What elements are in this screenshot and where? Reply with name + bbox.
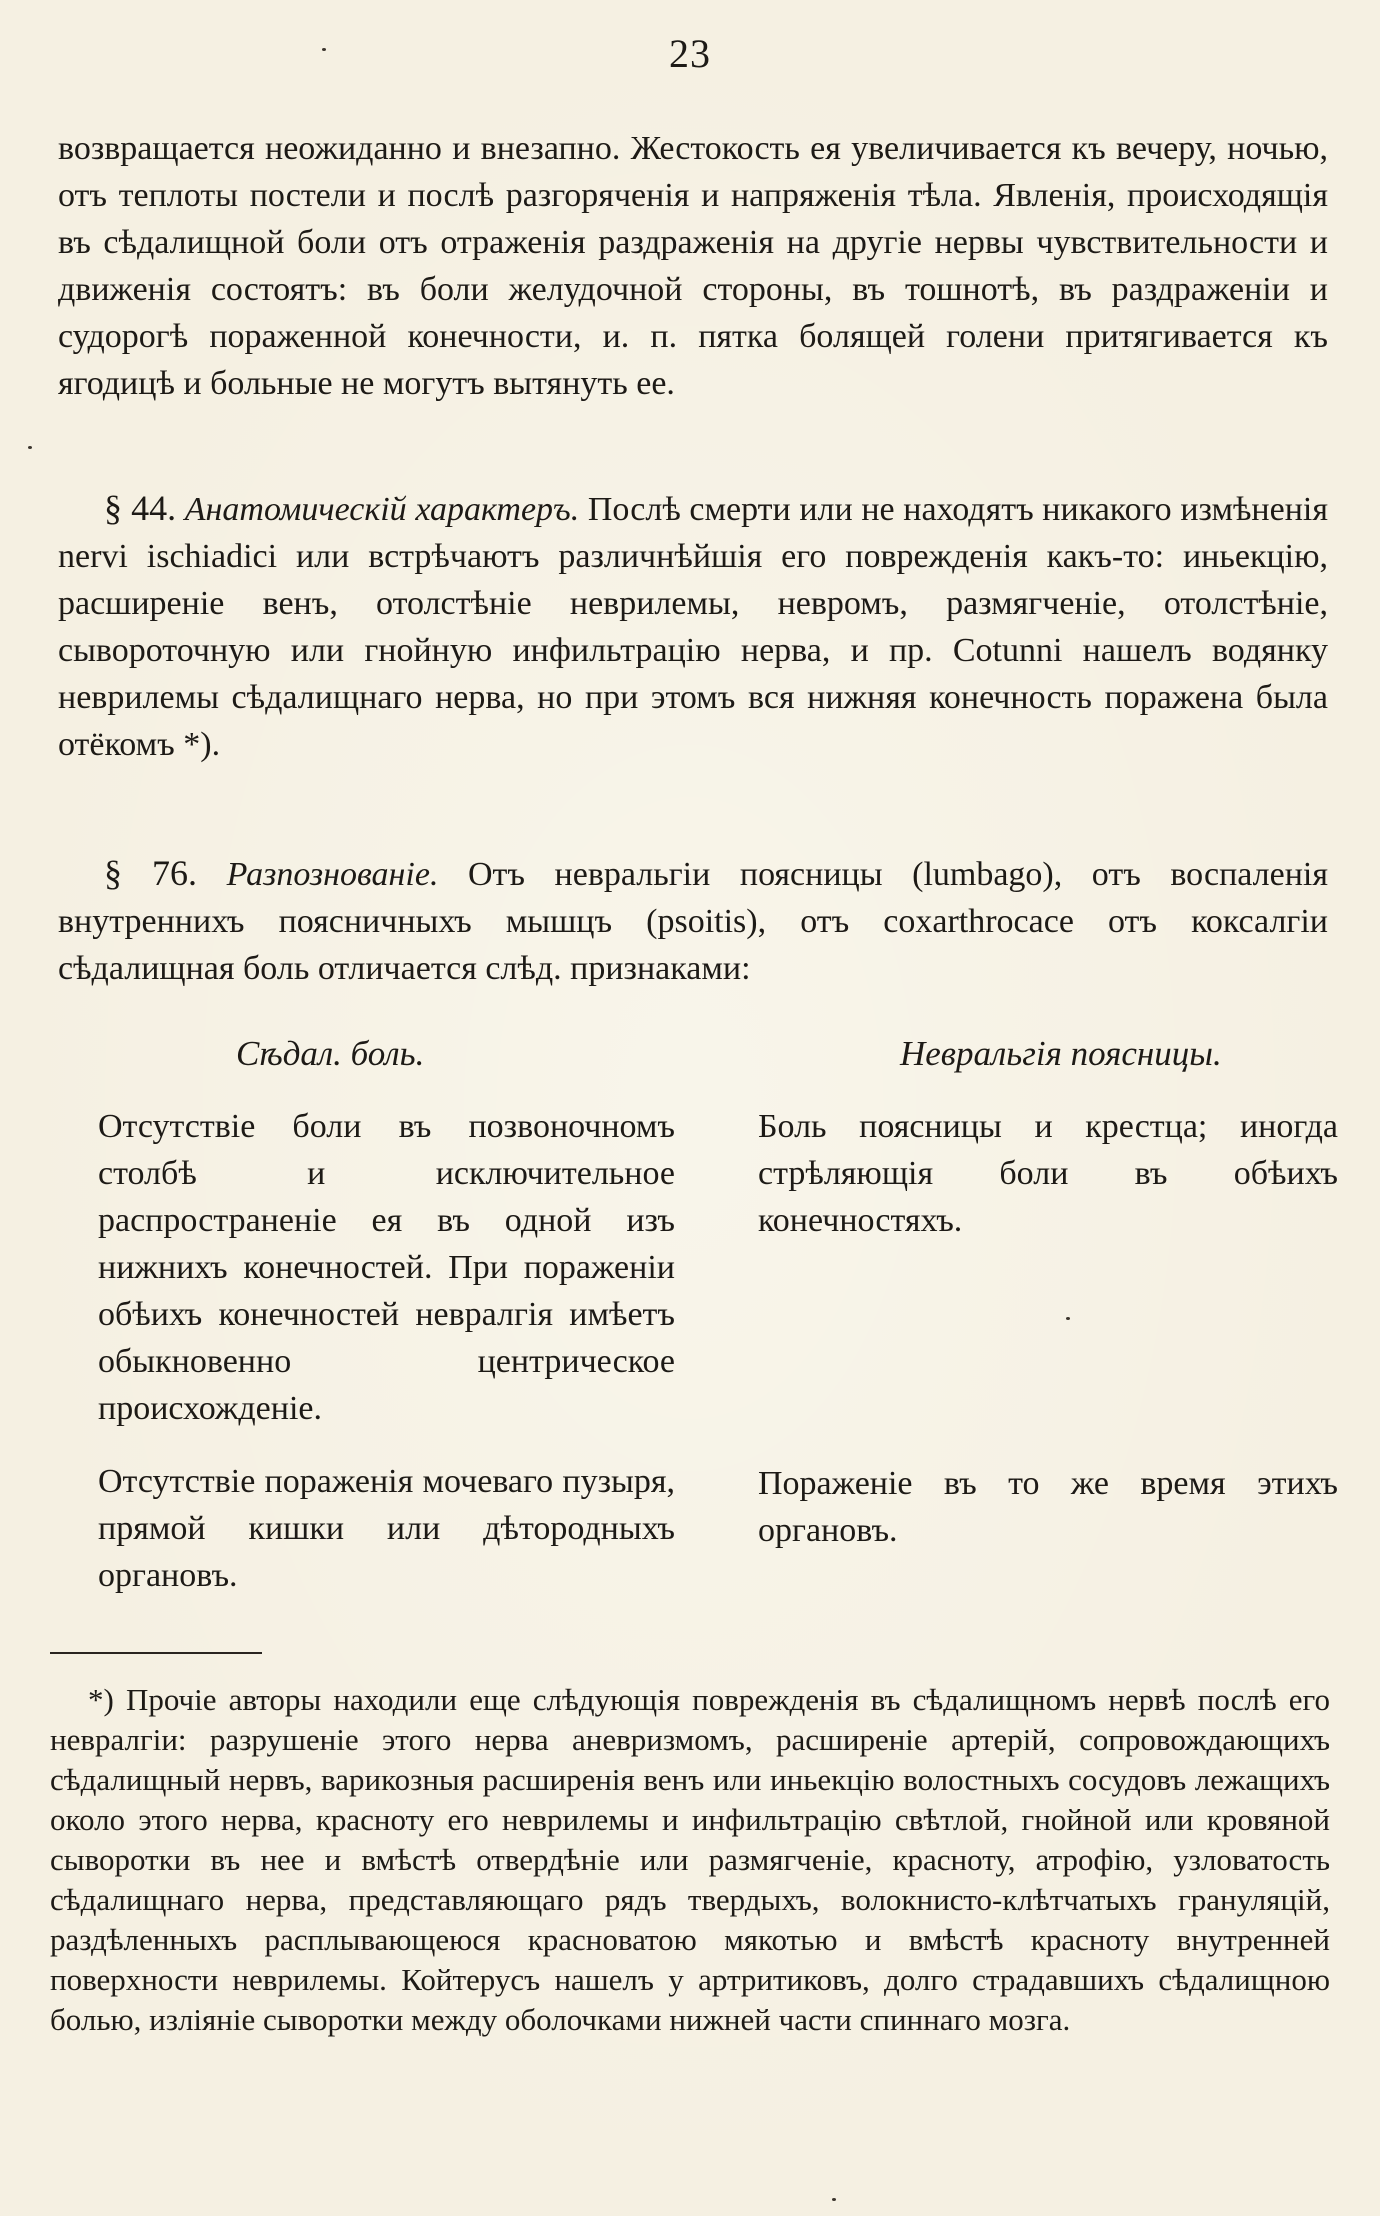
left-column	[98, 1030, 675, 1599]
right-column-heading: Невральгія поясницы.	[900, 1034, 1222, 1073]
right-column-item: Боль поясницы и крестца; иногда стрѣляющія боли въ обѣихъ конечностяхъ.	[758, 1108, 1338, 1239]
section-44-number: § 44.	[104, 488, 177, 528]
footnote: *) Прочіе авторы находили еще слѣдующія поврежденія въ сѣдалищномъ нервѣ послѣ его невралгіи: разрушеніе этого нерва аневризмомъ, расширеніе артерій, сопровождающихъ сѣдалищный нервъ, варикозныя расширенія венъ или иньекцію волостныхъ сосудовъ лежащихъ около этого нерва, красноту его неврилемы и инфильтрацію свѣтлой, гнойной или кровяной сыворотки въ нее и вмѣстѣ отвердѣніе или размягченіе, красноту, атрофію, узловатость сѣдалищнаго нерва, представляющаго рядъ твердыхъ, волокнисто-клѣтчатыхъ грануляцій, раздѣленныхъ расплывающеюся красноватою мякотью и вмѣстѣ красноту внутренней поверхности неврилемы. Койтерусъ нашелъ у артритиковъ, долго страдавшихъ сѣдалищною болью, изліяніе сыворотки между оболочками нижней части спиннаго мозга.	[50, 1682, 1330, 2037]
left-column-item: Отсутствіе пораженія мочеваго пузыря, прямой кишки или дѣтородныхъ органовъ.	[98, 1463, 675, 1594]
page-number: 23	[669, 31, 711, 76]
section-44-title: Анатомическій характеръ.	[184, 491, 580, 528]
right-column-item: Пораженіе въ то же время этихъ органовъ.	[758, 1465, 1338, 1549]
section-76-paragraph	[58, 850, 1328, 992]
left-column-item: Отсутствіе боли въ позвоночномъ столбѣ и исключительное распространеніе ея въ одной изъ нижнихъ конечностей. При пораженіи обѣихъ конечностей невралгія имѣетъ обыкновенно центрическое происхожденіе.	[98, 1108, 675, 1427]
section-44-paragraph	[58, 485, 1328, 768]
print-speck	[322, 48, 326, 51]
footnote-separator	[50, 1652, 262, 1654]
section-44-text: Послѣ смерти или не находятъ никакого измѣненія nervi ischiadici или встрѣчаютъ различнѣйшія его поврежденія какъ-то: иньекцію, расширеніе венъ, отолстѣніе неврилемы, невромъ, размягченіе, отолстѣніе, сывороточную или гнойную инфильтрацію нерва, и пр. Cotunni нашелъ водянку неврилемы сѣдалищнаго нерва, но при этомъ вся нижняя конечность поражена была отёкомъ *).	[58, 491, 1329, 763]
print-speck	[832, 2198, 836, 2201]
section-76-text: Отъ невральгіи поясницы (lumbago), отъ воспаленія внутреннихъ поясничныхъ мышцъ (psoitis), отъ coxarthrocace отъ коксалгіи сѣдалищная боль отличается слѣд. признаками:	[58, 856, 1329, 987]
print-speck	[1066, 1317, 1070, 1320]
paragraph-continuation: возвращается неожиданно и внезапно. Жестокость ея увеличивается къ вечеру, ночью, отъ теплоты постели и послѣ разгоряченія и напряженія тѣла. Явленія, происходящія въ сѣдалищной боли отъ отраженія раздраженія на другіе нервы чувствительности и движенія состоятъ: въ боли желудочной стороны, въ тошнотѣ, въ раздраженіи и судорогѣ пораженной конечности, и. п. пятка болящей голени притягивается къ ягодицѣ и больные не могутъ вытянуть ее.	[58, 130, 1328, 402]
right-column	[758, 1030, 1338, 1549]
section-76-title: Разпознованіе.	[226, 856, 439, 893]
left-column-heading: Сѣдал. боль.	[236, 1034, 425, 1073]
section-76-number: § 76.	[104, 853, 198, 893]
print-speck	[28, 446, 32, 449]
